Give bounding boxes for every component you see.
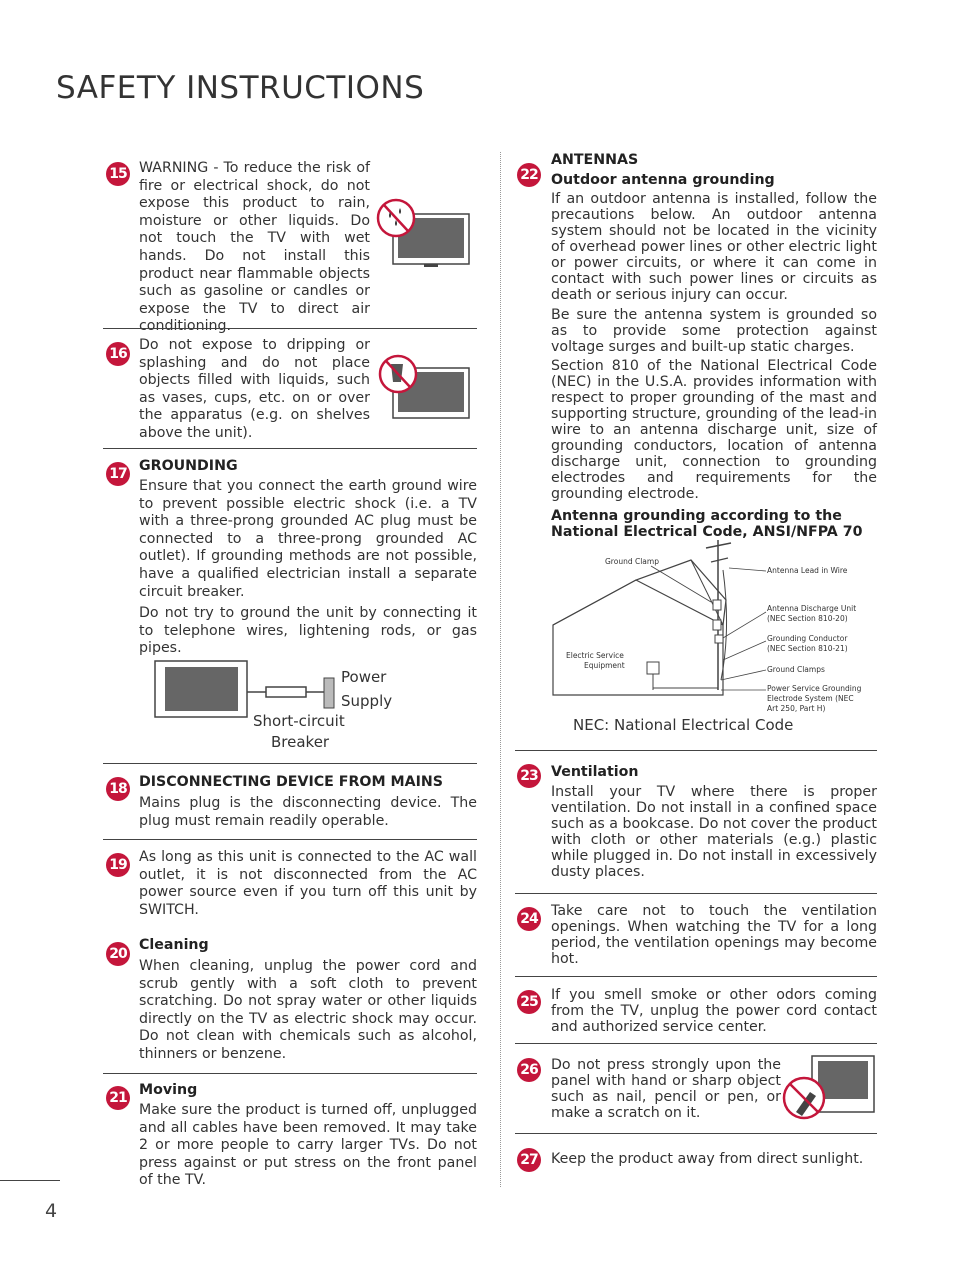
antennas-heading: ANTENNAS <box>551 152 639 168</box>
page-title: SAFETY INSTRUCTIONS <box>56 70 425 106</box>
section-divider <box>515 1043 877 1044</box>
label-power-grounding: Power Service Grounding <box>767 684 862 693</box>
section-divider <box>515 1133 877 1134</box>
section-number-badge: 16 <box>106 342 130 366</box>
cleaning-text: When cleaning, unplug the power cord and scrub gently with a soft cloth to prevent scratching. Do not spray water or other liquids directly on the TV as electric shock may occur. Do not clean with chemicals such as alcohol, thinners or benzene. <box>139 958 477 1062</box>
section-number-badge: 27 <box>517 1148 541 1172</box>
antenna-text-3: Section 810 of the National Electrical Code (NEC) in the U.S.A. provides information with respect to proper grounding of the mast and supporting structure, grounding of the lead-in wire to an antenna discharge unit, size of grounding conductors, location of antenna discharge unit, connection to grounding electrodes and requirements for the grounding electrode. <box>551 358 877 502</box>
section-number-badge: 21 <box>106 1086 130 1110</box>
label-art-250: Art 250, Part H) <box>767 704 826 713</box>
antenna-subheading: Outdoor antenna grounding <box>551 172 775 188</box>
section-15-text: WARNING - To reduce the risk of fire or electrical shock, do not expose this product to rain, moisture or other liquids. Do not touch the TV with wet hands. Do not install this product near flammable objects such as gasoline or candles or expose the TV to direct air conditioning. <box>139 160 370 335</box>
antenna-text-1: If an outdoor antenna is installed, follow the precautions below. An outdoor antenna system should not be located in the vicinity of overhead power lines or other electric light or power circuits, or where it can come in contact with such power lines or circuits as death or serious injury can occur. <box>551 191 877 303</box>
section-divider <box>103 839 477 840</box>
section-25-text: If you smell smoke or other odors coming from the TV, unplug the power cord contact and authorized service center. <box>551 987 877 1035</box>
label-ground-clamp: Ground Clamp <box>605 557 659 566</box>
label-equipment: Equipment <box>584 661 625 670</box>
ventilation-heading: Ventilation <box>551 764 639 780</box>
section-divider <box>103 448 477 449</box>
section-24-text: Take care not to touch the ventilation openings. When watching the TV for a long period, the ventilation openings may become hot. <box>551 903 877 967</box>
tv-rain-warning-icon <box>376 196 471 268</box>
section-divider <box>515 976 877 977</box>
label-power: Power <box>341 668 387 686</box>
section-divider <box>515 750 877 751</box>
section-19-text: As long as this unit is connected to the AC wall outlet, it is not disconnected from the AC power source even if you turn off this unit by SWITCH. <box>139 849 477 918</box>
section-number-badge: 25 <box>517 990 541 1014</box>
label-ground-clamps: Ground Clamps <box>767 665 825 674</box>
section-26-text: Do not press strongly upon the panel with hand or sharp object such as nail, pencil or pen, or make a scratch on it. <box>551 1057 781 1121</box>
ventilation-text: Install your TV where there is proper ventilation. Do not install in a confined space such as a bookcase. Do not cover the product with cloth or other materials (e.g.) plastic while plugged in. Do not install in excessively dusty places. <box>551 784 877 880</box>
section-number-badge: 19 <box>106 853 130 877</box>
section-divider <box>103 763 477 764</box>
section-number-badge: 17 <box>106 462 130 486</box>
label-electric-service: Electric Service <box>566 651 624 660</box>
section-number-badge: 22 <box>517 163 541 187</box>
label-conductor-section: (NEC Section 810-21) <box>767 644 848 653</box>
label-discharge-unit: Antenna Discharge Unit <box>767 604 857 613</box>
disconnecting-heading: DISCONNECTING DEVICE FROM MAINS <box>139 774 443 790</box>
disconnecting-text: Mains plug is the disconnecting device. The plug must remain readily operable. <box>139 795 477 829</box>
section-number-badge: 20 <box>106 942 130 966</box>
nec-caption: NEC: National Electrical Code <box>573 716 794 734</box>
grounding-diagram <box>154 660 344 720</box>
diagram-title-line2: National Electrical Code, ANSI/NFPA 70 <box>551 524 863 540</box>
label-electrode-system: Electrode System (NEC <box>767 694 854 703</box>
section-divider <box>103 1073 477 1074</box>
moving-text: Make sure the product is turned off, unplugged and all cables have been removed. It may take 2 or more people to carry larger TVs. Do not press against or put stress on the front panel of the TV. <box>139 1102 477 1189</box>
grounding-note: Do not try to ground the unit by connecting it to telephone wires, lightening rods, or gas pipes. <box>139 605 477 657</box>
label-supply: Supply <box>341 692 393 710</box>
column-divider <box>500 152 501 1187</box>
tv-no-scratch-icon <box>778 1052 876 1124</box>
page-number-rule <box>0 1180 60 1181</box>
antenna-text-2: Be sure the antenna system is grounded so as to provide some protection against voltage surges and built-up static charges. <box>551 307 877 355</box>
diagram-title-line1: Antenna grounding according to the <box>551 508 842 524</box>
section-number-badge: 24 <box>517 907 541 931</box>
cleaning-heading: Cleaning <box>139 937 209 953</box>
section-27-text: Keep the product away from direct sunlight. <box>551 1151 864 1167</box>
label-short-circuit: Short-circuit <box>253 712 345 730</box>
label-grounding-conductor: Grounding Conductor <box>767 634 848 643</box>
label-discharge-section: (NEC Section 810-20) <box>767 614 848 623</box>
grounding-text: Ensure that you connect the earth ground wire to prevent possible electric shock (i.e. a TV with a three-prong grounded AC plug must be connected to a three-prong grounded AC outlet). If grounding methods are not possible, have a qualified electrician install a separate circuit breaker. <box>139 478 477 600</box>
section-number-badge: 26 <box>517 1058 541 1082</box>
section-divider <box>103 328 477 329</box>
label-breaker: Breaker <box>271 733 330 751</box>
label-antenna-lead: Antenna Lead in Wire <box>767 566 848 575</box>
page-number: 4 <box>45 1200 58 1222</box>
section-divider <box>515 893 877 894</box>
section-number-badge: 23 <box>517 764 541 788</box>
section-number-badge: 15 <box>106 162 130 186</box>
moving-heading: Moving <box>139 1082 198 1098</box>
tv-no-liquids-icon <box>376 352 471 422</box>
section-16-text: Do not expose to dripping or splashing and do not place objects filled with liquids, such as vases, cups, etc. on or over the apparatus (e.g. on shelves above the unit). <box>139 337 370 441</box>
section-number-badge: 18 <box>106 777 130 801</box>
grounding-heading: GROUNDING <box>139 458 238 474</box>
